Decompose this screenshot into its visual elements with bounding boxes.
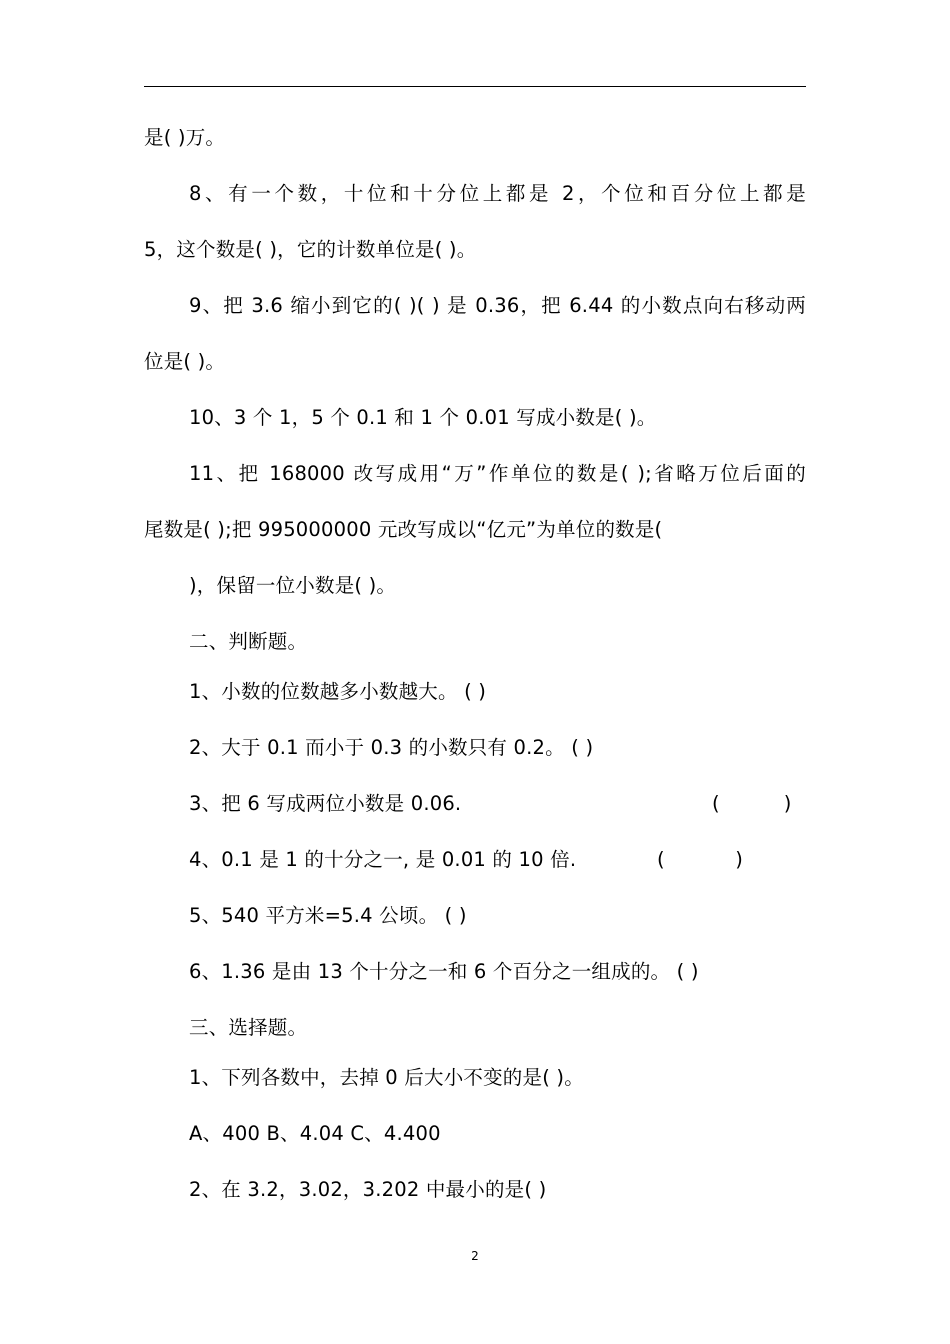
judgement-2: 2、大于 0.1 而小于 0.3 的小数只有 0.2。 ( ) <box>189 736 594 759</box>
text-line: 尾数是( );把 995000000 元改写成以“亿元”为单位的数是( <box>144 518 663 541</box>
section-heading-choice: 三、选择题。 <box>189 1016 308 1039</box>
header-rule <box>144 86 806 87</box>
question-10: 10、3 个 1，5 个 0.1 和 1 个 0.01 写成小数是( )。 <box>189 406 657 429</box>
text-line: 位是( )。 <box>144 350 226 373</box>
judgement-5: 5、540 平方米=5.4 公顷。 ( ) <box>189 904 467 927</box>
judgement-3-text: 3、把 6 写成两位小数是 0.06. <box>189 792 462 815</box>
choice-1: 1、下列各数中，去掉 0 后大小不变的是( )。 <box>189 1066 584 1089</box>
judgement-4 <box>189 846 806 874</box>
question-8: 8、有一个数，十位和十分位上都是 2，个位和百分位上都是 <box>189 182 806 205</box>
text-line: )，保留一位小数是( )。 <box>189 574 397 597</box>
question-11: 11、把 168000 改写成用“万”作单位的数是( );省略万位后面的 <box>189 462 806 485</box>
judgement-6: 6、1.36 是由 13 个十分之一和 6 个百分之一组成的。 ( ) <box>189 960 699 983</box>
section-heading-judgement: 二、判断题。 <box>189 630 308 653</box>
judgement-3 <box>189 790 806 818</box>
choice-1-options: A、400 B、4.04 C、4.400 <box>189 1122 441 1145</box>
text-line: 5，这个数是( )，它的计数单位是( )。 <box>144 238 477 261</box>
text-line: 是( )万。 <box>144 126 226 149</box>
choice-2: 2、在 3.2，3.02，3.202 中最小的是( ) <box>189 1178 547 1201</box>
judgement-1: 1、小数的位数越多小数越大。 ( ) <box>189 680 487 703</box>
judgement-4-text: 4、0.1 是 1 的十分之一, 是 0.01 的 10 倍. <box>189 848 577 871</box>
page-number: 2 <box>471 1249 479 1263</box>
judgement-3-bracket: ( ) <box>712 792 792 815</box>
question-9: 9、把 3.6 缩小到它的( )( ) 是 0.36，把 6.44 的小数点向右移动两 <box>189 294 806 317</box>
judgement-4-bracket: ( ) <box>657 848 743 871</box>
